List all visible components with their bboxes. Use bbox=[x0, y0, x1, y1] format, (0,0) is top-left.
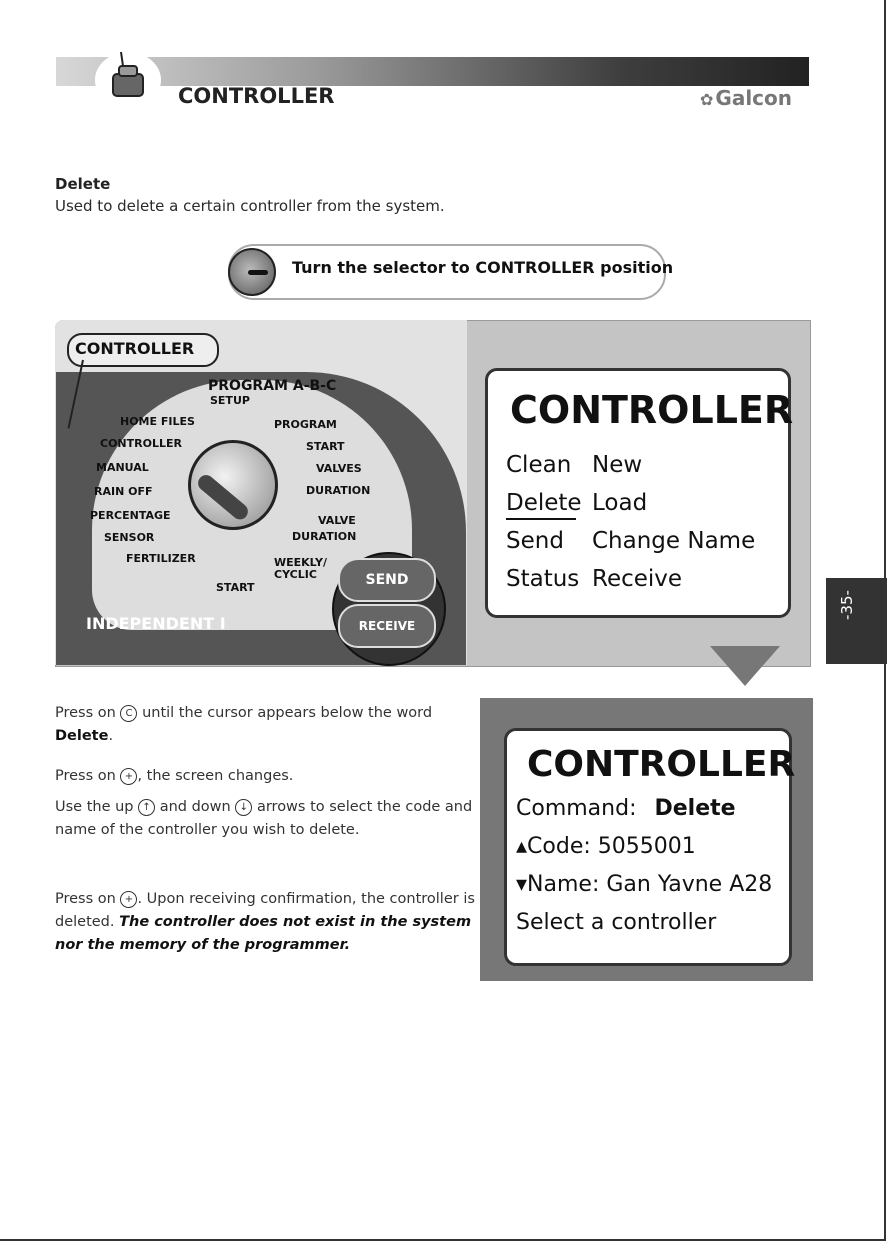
enter-button-icon: + bbox=[120, 768, 137, 785]
step1-word: Delete bbox=[55, 728, 109, 744]
dial-label-program-abc: PROGRAM A-B-C bbox=[208, 378, 337, 394]
dial-label-percentage: PERCENTAGE bbox=[90, 509, 171, 522]
selector-knob-icon bbox=[228, 248, 276, 296]
step2-text-a: Press on bbox=[55, 768, 116, 784]
dial-label-fertilizer: FERTILIZER bbox=[126, 552, 196, 565]
instruction-step-3 bbox=[55, 796, 475, 842]
code-value: Code: 5055001 bbox=[527, 834, 696, 859]
instruction-step-4 bbox=[55, 888, 475, 957]
dial-label-controller: CONTROLLER bbox=[100, 437, 182, 450]
command-value: Delete bbox=[654, 796, 736, 821]
menu-item-new[interactable]: New bbox=[592, 452, 643, 478]
dial-label-start-right: START bbox=[306, 440, 345, 453]
name-line bbox=[516, 872, 772, 897]
lcd-delete-title: CONTROLLER bbox=[527, 744, 796, 785]
down-arrow-icon bbox=[710, 646, 780, 686]
dial-label-home-files: HOME FILES bbox=[120, 415, 195, 428]
menu-item-status[interactable]: Status bbox=[506, 566, 580, 592]
dial-label-rain-off: RAIN OFF bbox=[94, 485, 153, 498]
down-marker-icon: ▾ bbox=[516, 872, 528, 897]
controller-tag-label: CONTROLLER bbox=[75, 339, 195, 358]
dial-label-program: PROGRAM bbox=[274, 418, 337, 431]
up-arrow-icon: ↑ bbox=[138, 799, 155, 816]
step3-text-a: Use the up bbox=[55, 799, 134, 815]
step4-emphasis: The controller does not exist in the system nor the memory of the programmer. bbox=[55, 914, 472, 953]
controller-logo-icon bbox=[95, 52, 161, 108]
dial-label-cyclic: CYCLIC bbox=[274, 568, 317, 581]
instruction-pill-text: Turn the selector to CONTROLLER position bbox=[292, 258, 674, 277]
prompt-line: Select a controller bbox=[516, 910, 717, 935]
dial-label-start-bottom: START bbox=[216, 581, 255, 594]
menu-item-load[interactable]: Load bbox=[592, 490, 648, 516]
menu-item-change-name[interactable]: Change Name bbox=[592, 528, 756, 554]
step4-text-b: . Upon receiving confirmation, the controller is deleted. bbox=[55, 891, 475, 930]
page-number: -35- bbox=[838, 590, 856, 620]
name-value: Name: Gan Yavne A28 bbox=[527, 872, 773, 897]
select-button-icon: C bbox=[120, 705, 137, 722]
enter-button-icon-2: + bbox=[120, 891, 137, 908]
step3-text-c: arrows to select the code and name of the controller you wish to delete. bbox=[55, 799, 473, 838]
dial-label-weekly: WEEKLY/ bbox=[274, 556, 327, 569]
dial-label-valve-duration: DURATION bbox=[292, 530, 357, 543]
down-arrow-button-icon: ↓ bbox=[235, 799, 252, 816]
receive-button[interactable]: RECEIVE bbox=[338, 604, 436, 648]
code-line bbox=[516, 834, 696, 859]
instruction-step-1: Press on C until the cursor appears below the word Delete. bbox=[55, 705, 433, 744]
step4-text-a: Press on bbox=[55, 891, 116, 907]
header-bar-gap bbox=[56, 86, 809, 108]
galcon-mark-icon: ✿ bbox=[700, 90, 714, 109]
dial-label-duration: DURATION bbox=[306, 484, 371, 497]
brand-name: Galcon bbox=[715, 86, 793, 110]
section-heading: Delete bbox=[55, 175, 111, 193]
step2-text-b: , the screen changes. bbox=[137, 768, 294, 784]
up-marker-icon: ▴ bbox=[516, 834, 528, 859]
instruction-step-2 bbox=[55, 765, 475, 788]
section-description: Used to delete a certain controller from the system. bbox=[55, 197, 445, 215]
dial-label-valve: VALVE bbox=[318, 514, 356, 527]
dial-label-manual: MANUAL bbox=[96, 461, 149, 474]
menu-item-clean[interactable]: Clean bbox=[506, 452, 572, 478]
step3-text-b: and down bbox=[159, 799, 231, 815]
menu-item-delete[interactable]: Delete bbox=[506, 490, 582, 516]
command-line bbox=[516, 796, 736, 821]
menu-item-receive[interactable]: Receive bbox=[592, 566, 683, 592]
dial-label-valves: VALVES bbox=[316, 462, 362, 475]
lcd-menu-title: CONTROLLER bbox=[510, 388, 794, 432]
command-label: Command: bbox=[516, 796, 637, 821]
step1-text-b: until the cursor appears below the word bbox=[142, 705, 433, 721]
brand-logo bbox=[700, 86, 792, 110]
dial-label-sensor: SENSOR bbox=[104, 531, 155, 544]
dial-label-setup: SETUP bbox=[210, 394, 250, 407]
step1-text-a: Press on bbox=[55, 705, 116, 721]
menu-cursor bbox=[506, 518, 576, 520]
header-title: CONTROLLER bbox=[178, 84, 335, 108]
send-button[interactable]: SEND bbox=[338, 558, 436, 602]
menu-item-send[interactable]: Send bbox=[506, 528, 564, 554]
independent-label: INDEPENDENT I bbox=[86, 614, 226, 633]
page-tab bbox=[826, 578, 887, 664]
